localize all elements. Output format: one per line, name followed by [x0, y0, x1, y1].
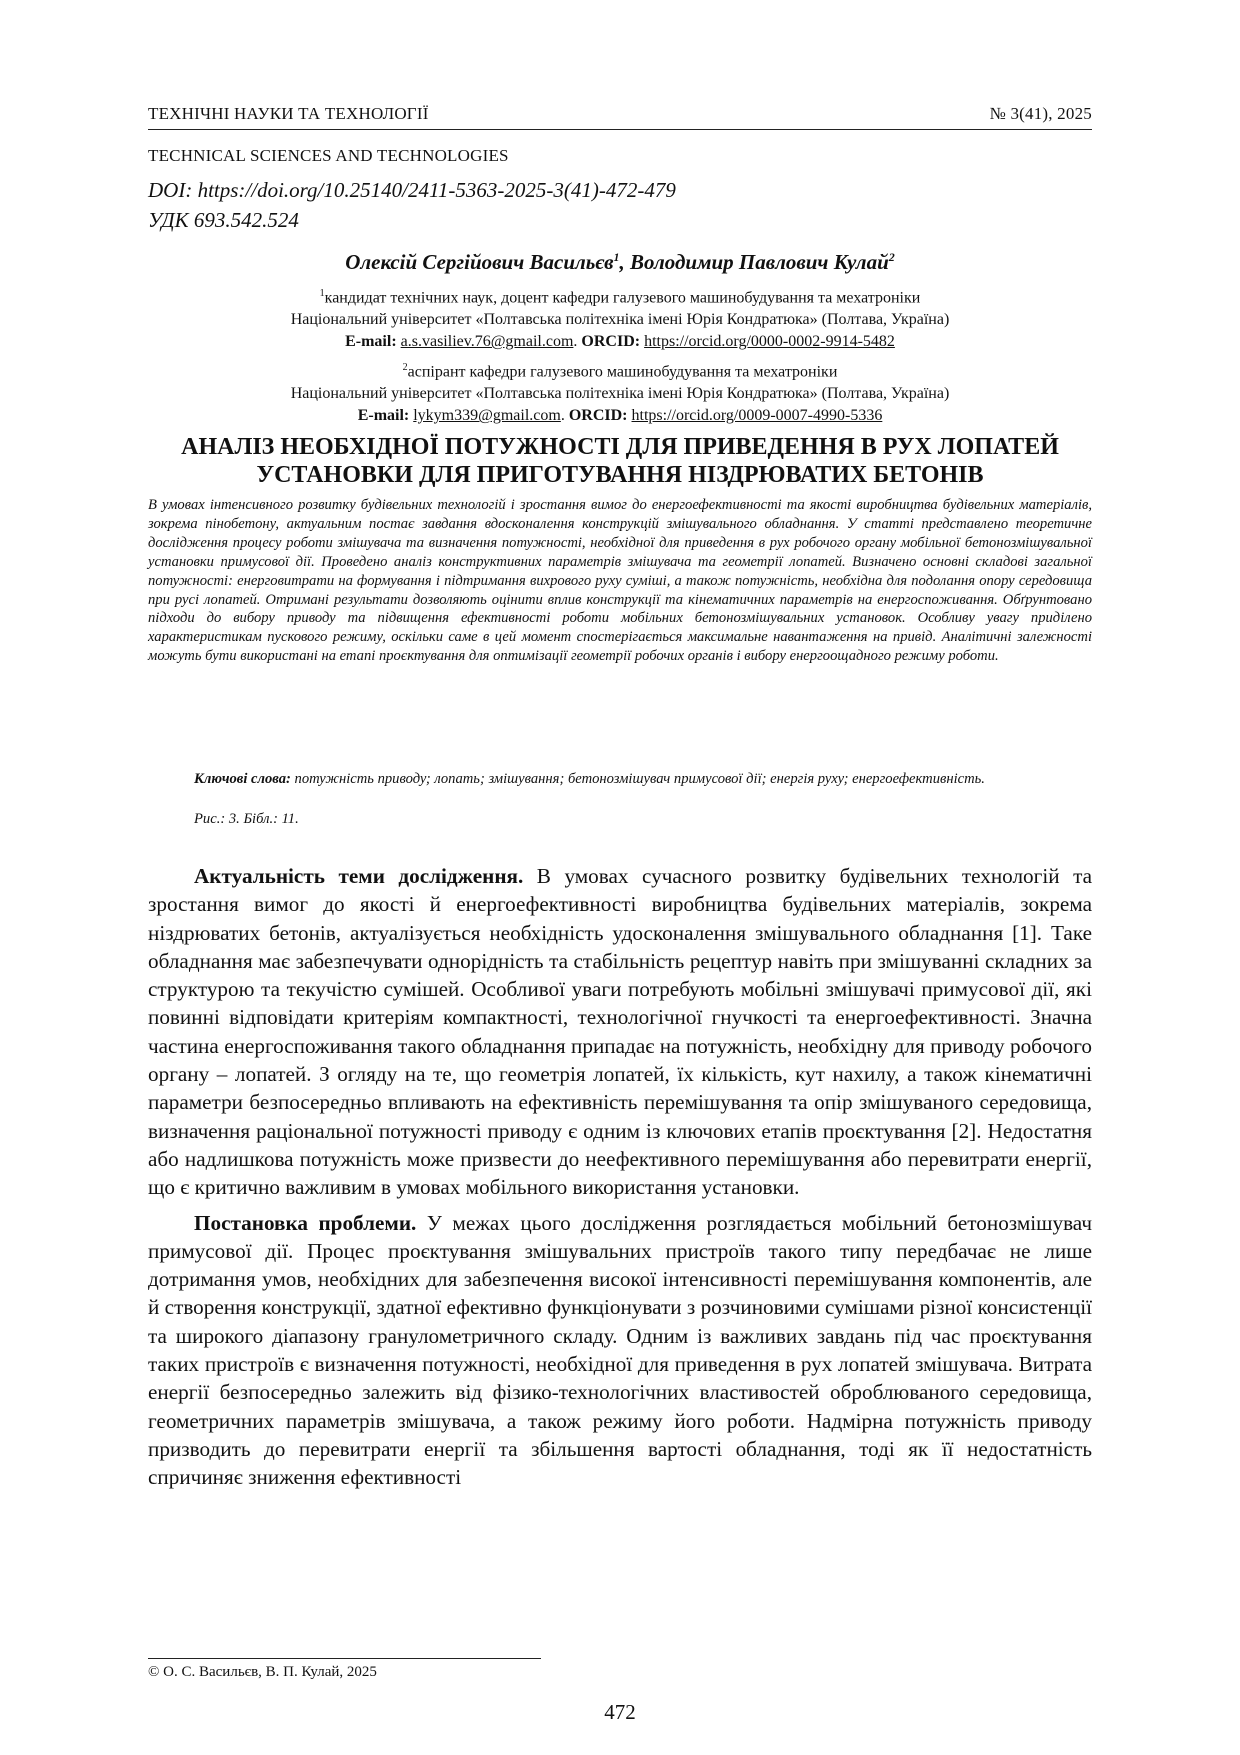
author-1: Олексій Сергійович Васильєв — [345, 250, 614, 274]
affiliation-2-email-link[interactable]: lykym339@gmail.com — [413, 407, 561, 425]
affiliation-2-university: Національний університет «Полтавська політехніка імені Юрія Кондратюка» (Полтава, Україна) — [290, 385, 950, 403]
keywords-label: Ключові слова: — [194, 771, 291, 787]
author-separator: , — [619, 250, 630, 274]
author-2: Володимир Павлович Кулай — [629, 250, 889, 274]
journal-title-ua: ТЕХНІЧНІ НАУКИ ТА ТЕХНОЛОГІЇ — [148, 104, 429, 123]
article-body — [148, 862, 1092, 1492]
affiliation-2-orcid-label: ORCID: — [568, 407, 628, 425]
paragraph-problem — [148, 1209, 1092, 1492]
author-1-sup: 1 — [613, 250, 620, 264]
figure-bibliography-count: Рис.: 3. Бібл.: 11. — [194, 811, 299, 827]
authors — [148, 250, 1092, 275]
udc-code: УДК 693.542.524 — [148, 208, 299, 232]
affiliation-2-email-label: E-mail: — [357, 407, 410, 425]
affiliation-1-email-link[interactable]: a.s.vasiliev.76@gmail.com — [400, 333, 574, 351]
article-title-line-2: УСТАНОВКИ ДЛЯ ПРИГОТУВАННЯ НІЗДРЮВАТИХ БЕТОНІВ — [256, 462, 984, 488]
keywords-text: потужність приводу; лопать; змішування; бетонозмішувач примусової дії; енергія руху; енергоефективність. — [290, 771, 985, 787]
section-heading-relevance: Актуальність теми дослідження. — [194, 864, 524, 888]
affiliation-2-position: аспірант кафедри галузевого машинобудування та мехатроніки — [407, 363, 838, 381]
affiliation-1-position: кандидат технічних наук, доцент кафедри галузевого машинобудування та мехатроніки — [324, 289, 921, 307]
affiliation-2-sup: 2 — [402, 362, 408, 373]
affiliation-1-orcid-label: ORCID: — [581, 333, 641, 351]
affiliation-2-orcid-link[interactable]: https://orcid.org/0009-0007-4990-5336 — [631, 407, 883, 425]
affiliation-2: $^2$аспірант кафедри галузевого машинобудування та мехатроніки Національний університет «Полтавська політехніка імені Юрія Кондратюка» (Полтава, Україна) E-mail: lykym339@gmail.com. ORCID: https://orcid.org/0009-0007-4990-5336 — [148, 357, 1092, 427]
affiliation-1: $^1$кандидат технічних наук, доцент кафедри галузевого машинобудування та мехатроніки Національний університет «Полтавська політехніка імені Юрія Кондратюка» (Полтава, Україна) E-mail: a.s.vasiliev.76@gmail.com. ORCID: https://orcid.org/0000-0002-9914-5482 — [148, 283, 1092, 353]
keywords — [148, 770, 1092, 789]
section-heading-problem: Постановка проблеми. — [194, 1210, 417, 1235]
header-rule — [148, 129, 1092, 130]
affiliation-1-university: Національний університет «Полтавська політехніка імені Юрія Кондратюка» (Полтава, Україна) — [290, 311, 950, 329]
running-header — [148, 104, 1092, 124]
issue-number: № 3(41), 2025 — [989, 104, 1092, 123]
affiliation-1-orcid-link[interactable]: https://orcid.org/0000-0002-9914-5482 — [644, 333, 895, 351]
copyright-footnote: © О. С. Васильєв, В. П. Кулай, 2025 — [148, 1664, 377, 1680]
paragraph-problem-text: У межах цього дослідження розглядається мобільний бетонозмішувач примусової дії. Процес проєктування змішувальних пристроїв такого типу передбачає не лише дотримання умов, необхідних для забезпечення високої інтенсивності перемішування компонентів, але й створення конструкції, здатної ефективно функціонувати з розчиновими сумішами різної консистенції та широкого діапазону гранулометричного складу. Одним із важливих завдань під час проєктування таких пристроїв є визначення потужності, необхідної для приведення в рух лопатей змішувача. Витрата енергії безпосередньо залежить від фізико-технологічних властивостей оброблюваного середовища, геометричних параметрів змішувача, а також режиму його роботи. Надмірна потужність приводу призводить до перевитрати енергії та збільшення вартості обладнання, тоді як її недостатність спричиняє зниження ефективності — [148, 1210, 1092, 1490]
article-title — [148, 433, 1092, 489]
affiliation-1-email-label: E-mail: — [345, 333, 397, 351]
article-title-line-1: АНАЛІЗ НЕОБХІДНОЇ ПОТУЖНОСТІ ДЛЯ ПРИВЕДЕННЯ В РУХ ЛОПАТЕЙ — [181, 434, 1059, 460]
paragraph-relevance — [148, 862, 1092, 1202]
paragraph-relevance-text: В умовах сучасного розвитку будівельних технологій та зростання вимог до якості й енергоефективності виробництва будівельних матеріалів, зокрема ніздрюватих бетонів, актуалізується необхідність удосконалення змішувального обладнання [1]. Таке обладнання має забезпечувати однорідність та стабільність рецептур навіть при змішуванні складних за структурою та текучістю сумішей. Особливої уваги потребують мобільні змішувачі примусової дії, які повинні відповідати критеріям компактності, технологічної гнучкості та енергоефективності. Значна частина енергоспоживання такого обладнання припадає на потужність, необхідну для приводу робочого органу – лопатей. З огляду на те, що геометрія лопатей, їх кількість, кут нахилу, а також кінематичні параметри безпосередньо впливають на ефективність перемішування та опір змішуваного середовища, визначення раціональної потужності приводу є одним із ключових етапів проєктування [2]. Недостатня або надлишкова потужність може призвести до неефективного перемішування або перевитрати енергії, що є критично важливим в умовах мобільного використання установки. — [148, 864, 1092, 1200]
footnote-rule — [148, 1658, 541, 1659]
doi: DOI: https://doi.org/10.25140/2411-5363-2025-3(41)-472-479 — [148, 178, 676, 202]
abstract: В умовах інтенсивного розвитку будівельних технологій і зростання вимог до енергоефективності та якості виробництва будівельних матеріалів, зокрема пінобетону, актуальним постає завдання вдосконалення конструкцій змішувального обладнання. У статті представлено теоретичне дослідження процесу роботи змішувача та визначення потужності, необхідної для приведення в рух робочого органу мобільної бетонозмішувальної установки примусової дії. Проведено аналіз конструктивних параметрів змішувача та геометрії лопатей. Визначено основні складові загальної потужності: енерговитрати на формування і підтримання вихрового руху суміші, а також потужність, необхідна для подолання опору середовища при русі лопатей. Отримані результати дозволяють оцінити вплив конструкції та кінематичних параметрів на енергоспоживання. Обґрунтовано підходи до вибору приводу та підвищення ефективності роботи мобільних бетонозмішувальних установок. Особливу увагу приділено характеристикам пускового режиму, оскільки саме в цей момент спостерігається максимальне навантаження на привід. Аналітичні залежності можуть бути використані на етапі проєктування для оптимізації геометрії робочих органів і вибору енергоощадного режиму роботи. — [148, 497, 1092, 665]
page-number: 472 — [604, 1700, 636, 1724]
journal-title-en: TECHNICAL SCIENCES AND TECHNOLOGIES — [148, 146, 509, 165]
affiliation-1-sup: 1 — [319, 288, 325, 299]
author-2-sup: 2 — [888, 250, 895, 264]
